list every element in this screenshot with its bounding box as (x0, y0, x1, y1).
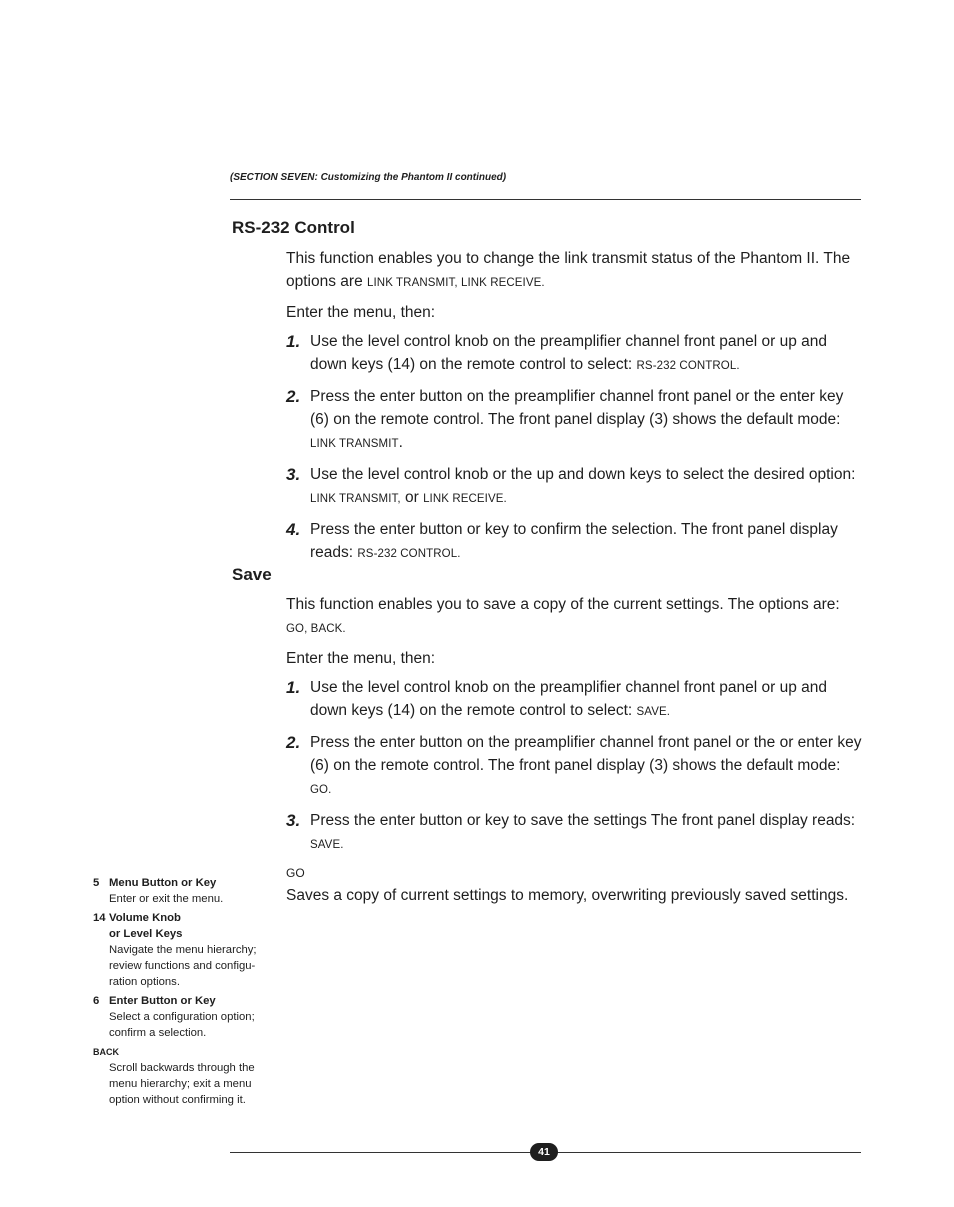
page-number: 41 (530, 1143, 558, 1161)
running-header: (SECTION SEVEN: Customizing the Phantom II continued) (230, 172, 507, 183)
legend-item (93, 1044, 273, 1108)
legend-number: 14 (93, 912, 106, 924)
save-heading: Save (232, 565, 272, 584)
step-tail: . (398, 434, 403, 451)
list-item (286, 731, 864, 802)
step-option: RS-232 CONTROL. (636, 360, 740, 372)
step-number: 3. (286, 465, 301, 484)
save-intro (286, 593, 864, 641)
list-item (286, 463, 864, 511)
rs232-steps (286, 330, 864, 566)
list-item (286, 518, 864, 566)
legend-title-cont: or Level Keys (109, 928, 183, 940)
legend-desc: Enter or exit the menu. (109, 893, 224, 905)
legend-title-row (93, 875, 273, 891)
legend-desc: Scroll backwards through the menu hierarchy; exit a menu option without confirming it. (109, 1062, 255, 1106)
legend-number: 5 (93, 877, 100, 889)
legend-back-label: BACK (93, 1047, 119, 1057)
save-enter-menu: Enter the menu, then: (286, 650, 436, 667)
step-number: 2. (286, 387, 301, 406)
rs232-enter-menu: Enter the menu, then: (286, 304, 436, 321)
sidebar-legend (93, 875, 273, 1111)
step-text: Use the level control knob or the up and down keys to select the desired option: (310, 466, 856, 483)
list-item (286, 809, 864, 857)
step-text: Use the level control knob on the preamplifier channel front panel or up and down keys (14) on the remote control to select: (310, 333, 827, 373)
list-item (286, 330, 864, 378)
step-option: GO. (310, 784, 332, 796)
legend-item (93, 910, 273, 990)
legend-title-row (93, 993, 273, 1009)
rs232-section (286, 247, 864, 573)
step-text: Press the enter button on the preamplifier channel front panel or the or enter key (6) on the remote control. The front panel display (3) shows the default mode: (310, 734, 862, 774)
legend-title: Menu Button or Key (109, 877, 217, 889)
rs232-heading: RS-232 Control (232, 218, 355, 237)
step-number: 3. (286, 811, 301, 830)
option-term: GO (286, 866, 305, 880)
step-number: 2. (286, 733, 301, 752)
save-intro-text: This function enables you to save a copy of the current settings. The options are: (286, 596, 840, 613)
step-option: LINK TRANSMIT (310, 438, 399, 450)
step-number: 1. (286, 678, 301, 697)
legend-desc: Navigate the menu hierarchy; review functions and configu-ration options. (109, 944, 257, 988)
step-text: Press the enter button on the preamplifier channel front panel or the enter key (6) on the remote control. The front panel display (3) shows the default mode: (310, 388, 844, 428)
top-rule (230, 199, 861, 200)
step-option-2: LINK RECEIVE. (423, 493, 507, 505)
step-option: LINK TRANSMIT, (310, 493, 401, 505)
rs232-intro (286, 247, 864, 295)
legend-title: Enter Button or Key (109, 995, 216, 1007)
step-option: SAVE. (310, 839, 344, 851)
step-text: Press the enter button or key to save the settings The front panel display reads: (310, 812, 856, 829)
save-intro-options: GO, BACK. (286, 623, 346, 635)
step-text: Press the enter button or key to confirm the selection. The front panel display reads: (310, 521, 838, 561)
save-section (286, 593, 864, 864)
legend-title: Volume Knob (109, 912, 181, 924)
legend-item (93, 993, 273, 1041)
rs232-intro-text: This function enables you to change the link transmit status of the Phantom II. The options are (286, 250, 851, 290)
save-steps (286, 676, 864, 857)
step-option: RS-232 CONTROL. (357, 548, 461, 560)
option-description: Saves a copy of current settings to memory, overwriting previously saved settings. (286, 887, 849, 904)
legend-desc: Select a configuration option; confirm a selection. (109, 1011, 255, 1039)
legend-item (93, 875, 273, 907)
legend-number: 6 (93, 995, 100, 1007)
list-item (286, 385, 864, 456)
step-number: 1. (286, 332, 301, 351)
step-mid: or (400, 489, 424, 506)
step-number: 4. (286, 520, 301, 539)
step-option: SAVE. (636, 706, 671, 718)
rs232-intro-options: LINK TRANSMIT, LINK RECEIVE. (367, 277, 545, 289)
legend-title-row (93, 910, 273, 926)
step-text: Use the level control knob on the preamplifier channel front panel or up and down keys (14) on the remote control to select: (310, 679, 827, 719)
list-item (286, 676, 864, 724)
